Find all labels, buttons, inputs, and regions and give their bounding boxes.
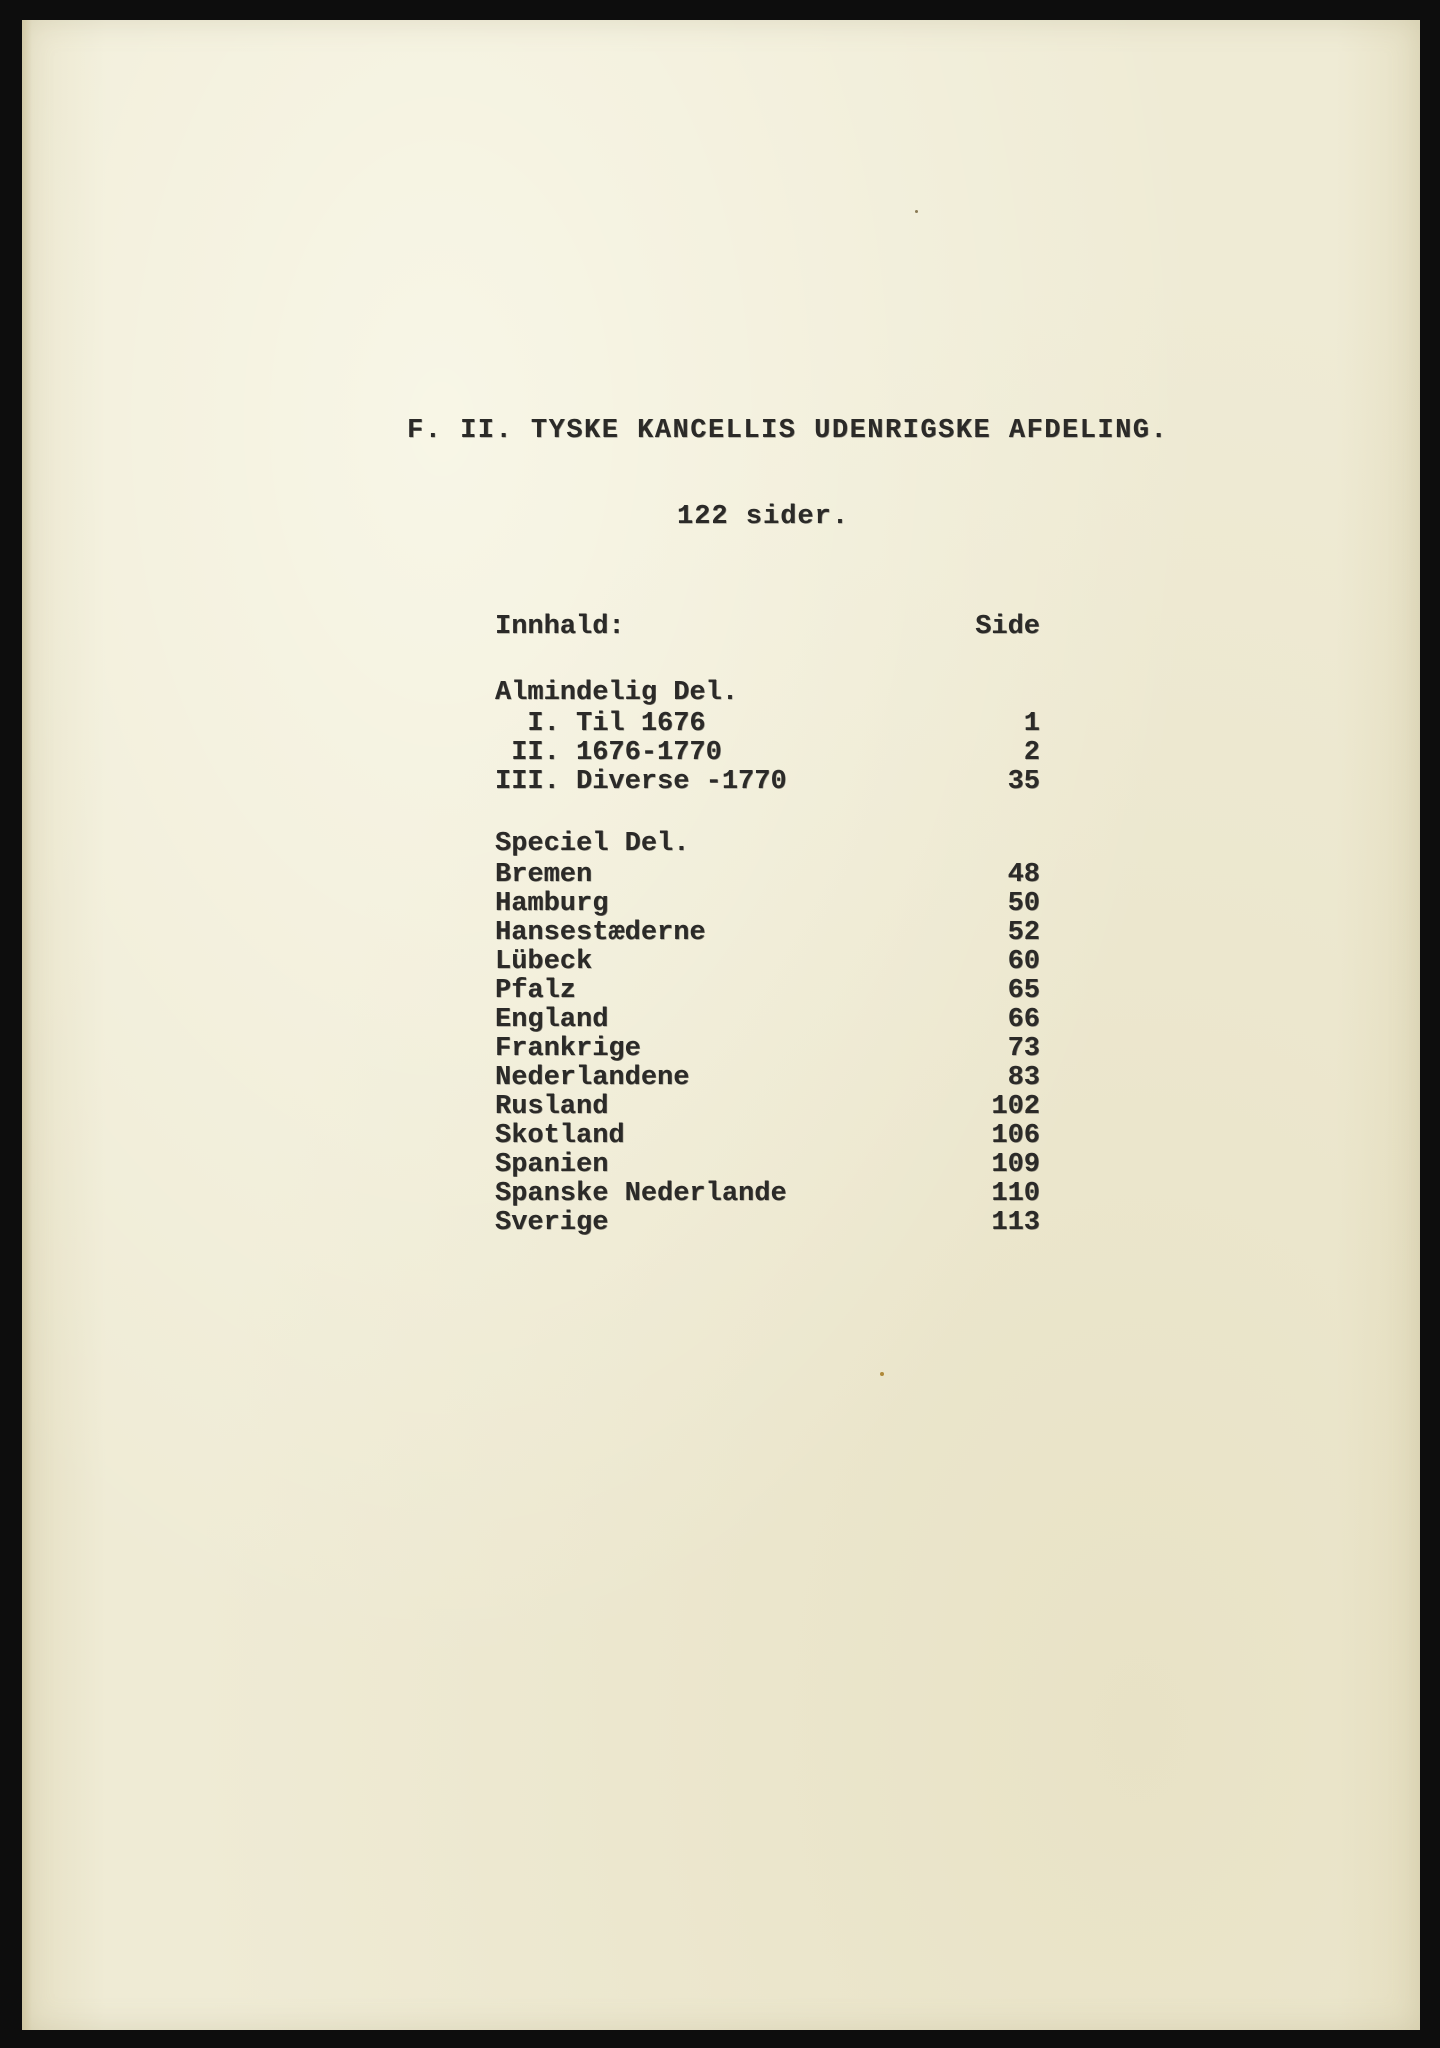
toc-row [495,919,1040,948]
toc-row [495,1151,1040,1180]
toc-row-page: 83 [1007,1063,1040,1093]
section-title: Speciel Del. [495,829,690,859]
toc-row-label: Frankrige [495,1034,641,1064]
paper-speck [915,210,918,213]
toc-row [495,948,1040,977]
toc-row [495,1180,1040,1209]
toc-row [495,1006,1040,1035]
toc-row [495,768,1040,797]
section-title: Almindelig Del. [495,678,739,708]
toc-row-label: I. Til 1676 [495,709,706,739]
toc-row [495,1064,1040,1093]
document-page [22,20,1420,2030]
toc-row-page: 73 [1007,1034,1040,1064]
toc-row-label: Sverige [495,1208,609,1238]
toc-row [495,1035,1040,1064]
toc-row-label: Lübeck [495,947,593,977]
toc-row-label: Skotland [495,1121,625,1151]
toc-row-label: Nederlandene [495,1063,690,1093]
toc-header-label: Innhald: [495,612,625,642]
toc-header-page: Side [975,612,1040,642]
toc-row-page: 50 [1007,889,1040,919]
toc-row-page: 48 [1007,860,1040,890]
toc-row-label: Rusland [495,1092,609,1122]
toc-row [495,710,1040,739]
toc-row-page: 2 [1023,738,1040,768]
toc-row-page: 65 [1007,976,1040,1006]
toc-row-page: 60 [1007,947,1040,977]
toc-row-page: 102 [991,1092,1040,1122]
toc-row [495,1122,1040,1151]
toc-row-label: Bremen [495,860,593,890]
toc-row [495,1209,1040,1238]
paper-speck [880,1372,884,1376]
toc-row [495,977,1040,1006]
toc-section-special [495,827,1040,1238]
toc-row-label: Hamburg [495,889,609,919]
toc-header [495,612,1040,646]
toc-row-label: Hansestæderne [495,918,706,948]
toc-row [495,739,1040,768]
section-gap [495,797,1040,827]
toc-row [495,861,1040,890]
toc-row-label: England [495,1005,609,1035]
toc-row-page: 110 [991,1179,1040,1209]
table-of-contents [495,612,1040,1238]
toc-row-label: Spanske Nederlande [495,1179,787,1209]
toc-section-general [495,676,1040,797]
page-fold-shadow [22,20,32,2030]
toc-row-page: 109 [991,1150,1040,1180]
toc-row-page: 1 [1023,709,1040,739]
toc-row-label: II. 1676-1770 [495,738,722,768]
toc-row-label: Spanien [495,1150,609,1180]
toc-row [495,890,1040,919]
toc-row-label: Pfalz [495,976,577,1006]
toc-row-page: 113 [991,1208,1040,1238]
toc-row-page: 52 [1007,918,1040,948]
toc-row-label: III. Diverse -1770 [495,767,787,797]
toc-row [495,1093,1040,1122]
toc-row-page: 106 [991,1121,1040,1151]
toc-row-page: 66 [1007,1005,1040,1035]
document-title: F. II. TYSKE KANCELLIS UDENRIGSKE AFDELING. [407,416,1169,446]
toc-row-page: 35 [1007,767,1040,797]
page-count: 122 sider. [677,502,850,532]
